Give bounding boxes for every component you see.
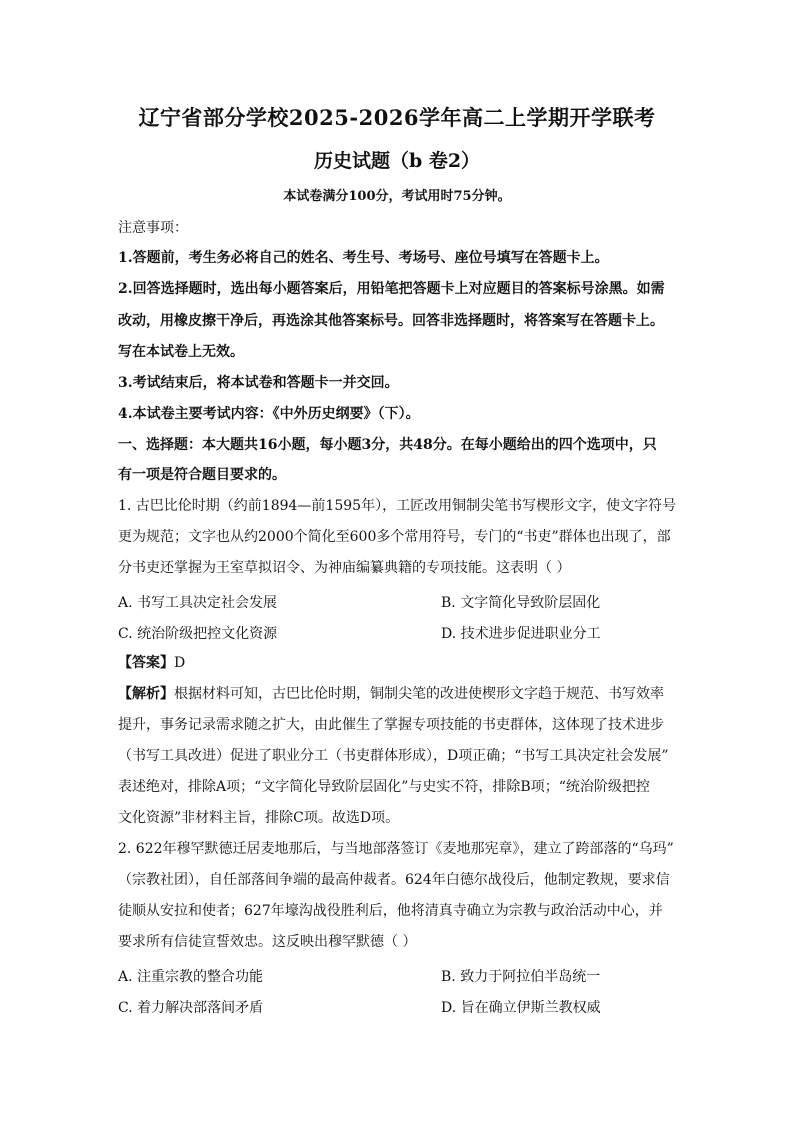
note-item-2-line1: 2.回答选择题时，选出每小题答案后，用铅笔把答题卡上对应题目的答案标号涂黑。如需 (118, 281, 665, 297)
q1-analysis-line2: 提升，事务记录需求随之扩大，由此催生了掌握专项技能的书吏群体，这体现了技术进步 (118, 717, 664, 733)
note-item-4: 4.本试卷主要考试内容：《中外历史纲要》（下）。 (118, 406, 420, 422)
exam-subtitle: 历史试题（b 卷2） (313, 150, 481, 172)
q2-option-a: A. 注重宗教的整合功能 (118, 969, 264, 985)
analysis-label: 【解析】 (118, 686, 174, 702)
q1-answer (118, 653, 678, 673)
q1-stem-line1: 1. 古巴比伦时期（约前1894—前1595年），工匠改用铜制尖笔书写楔形文字，使文字符号 (118, 498, 677, 514)
q2-stem-line3: 徒顺从安拉和使者；627年壕沟战役胜利后，他将清真寺确立为宗教与政治活动中心，并 (118, 903, 663, 919)
exam-title: 辽宁省部分学校2025-2026学年高二上学期开学联考 (138, 105, 656, 130)
notes-heading: 注意事项： (118, 220, 188, 236)
section-heading-line1: 一、选择题：本大题共16小题，每小题3分，共48分。在每小题给出的四个选项中，只 (118, 437, 657, 453)
q1-stem-line2: 更为规范；文字也从约2000个简化至600多个常用符号，专门的“书吏”群体也出现了，部 (118, 529, 671, 545)
q1-option-b: B. 文字简化导致阶层固化 (441, 595, 601, 611)
q1-analysis-line3: （书写工具改进）促进了职业分工（书吏群体形成），D项正确；“书写工具决定社会发展” (118, 748, 669, 764)
section-heading-line2: 有一项是符合题目要求的。 (118, 467, 286, 483)
analysis-text: 根据材料可知，古巴比伦时期，铜制尖笔的改进使楔形文字趋于规范、书写效率 (174, 686, 664, 702)
q1-option-d: D. 技术进步促进职业分工 (441, 626, 601, 642)
q1-analysis-line4: 表述绝对，排除A项；“文字简化导致阶层固化”与史实不符，排除B项；“统治阶级把控 (118, 779, 650, 795)
q2-option-b: B. 致力于阿拉伯半岛统一 (441, 969, 601, 985)
q2-stem-line4: 要求所有信徒宣誓效忠。这反映出穆罕默德（ ） (118, 934, 417, 950)
q2-option-c: C. 着力解决部落间矛盾 (118, 1000, 264, 1016)
note-item-2-line3: 写在本试卷上无效。 (118, 344, 244, 360)
q1-stem-line3: 分书吏还掌握为王室草拟诏令、为神庙编纂典籍的专项技能。这表明（ ） (118, 560, 571, 576)
answer-label: 【答案】 (118, 655, 174, 671)
q2-stem-line2: （宗教社团），自任部落间争端的最高仲裁者。624年白德尔战役后，他制定教规，要求信 (118, 872, 670, 888)
note-item-3: 3.考试结束后，将本试卷和答题卡一并交回。 (118, 375, 399, 391)
note-item-1: 1.答题前，考生务必将自己的姓名、考生号、考场号、座位号填写在答题卡上。 (118, 250, 609, 266)
exam-info: 本试卷满分100分，考试用时75分钟。 (283, 189, 511, 204)
q1-analysis-line5: 文化资源”非材料主旨，排除C项。故选D项。 (118, 810, 400, 826)
q1-option-c: C. 统治阶级把控文化资源 (118, 626, 278, 642)
q1-analysis-line1 (118, 684, 678, 704)
note-item-2-line2: 改动，用橡皮擦干净后，再选涂其他答案标号。回答非选择题时，将答案写在答题卡上。 (118, 313, 664, 329)
q2-stem-line1: 2. 622年穆罕默德迁居麦地那后，与当地部落签订《麦地那宪章》，建立了跨部落的“乌玛” (118, 841, 674, 857)
answer-value: D (174, 655, 186, 671)
q2-option-d: D. 旨在确立伊斯兰教权威 (441, 1000, 601, 1016)
q1-option-a: A. 书写工具决定社会发展 (118, 595, 278, 611)
